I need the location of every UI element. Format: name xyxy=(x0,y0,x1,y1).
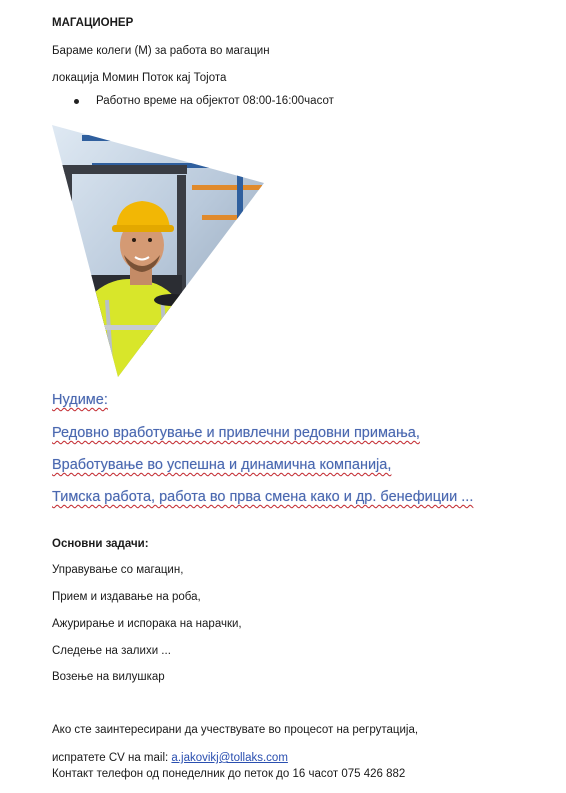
offer-line-1: Редовно вработување и привлечни редовни примања, xyxy=(52,425,420,441)
interest-line: Ако сте заинтересирани да учествувате во процесот на регрутација, xyxy=(52,724,419,736)
task-item: Ажурирање и испорака на нарачки, xyxy=(52,618,242,630)
offer-heading: Нудиме: xyxy=(52,392,108,408)
task-item: Следење на залихи ... xyxy=(52,645,171,657)
job-title: МАГАЦИОНЕР xyxy=(52,17,134,29)
bullet-dot xyxy=(74,99,79,104)
intro-line-2: локација Момин Поток кај Тојота xyxy=(52,72,227,84)
phone-line: Контакт телефон од понеделник до петок до 16 часот 075 426 882 xyxy=(52,768,406,780)
offer-line-2: Вработување во успешна и динамична компанија, xyxy=(52,457,392,473)
tasks-heading: Основни задачи: xyxy=(52,538,149,550)
intro-line-1: Бараме колеги (М) за работа во магацин xyxy=(52,45,270,57)
task-item: Возење на вилушкар xyxy=(52,671,165,683)
task-item: Управување со магацин, xyxy=(52,564,184,576)
send-cv-line xyxy=(52,752,288,764)
send-cv-prefix: испратете CV на mail: xyxy=(52,752,172,764)
warehouse-worker-photo xyxy=(52,125,268,377)
working-hours-bullet: Работно време на објектот 08:00-16:00часот xyxy=(96,95,334,107)
email-link[interactable]: a.jakovikj@tollaks.com xyxy=(171,752,288,764)
task-item: Прием и издавање на роба, xyxy=(52,591,201,603)
offer-line-3: Тимска работа, работа во прва смена како и др. бенефиции ... xyxy=(52,489,474,505)
